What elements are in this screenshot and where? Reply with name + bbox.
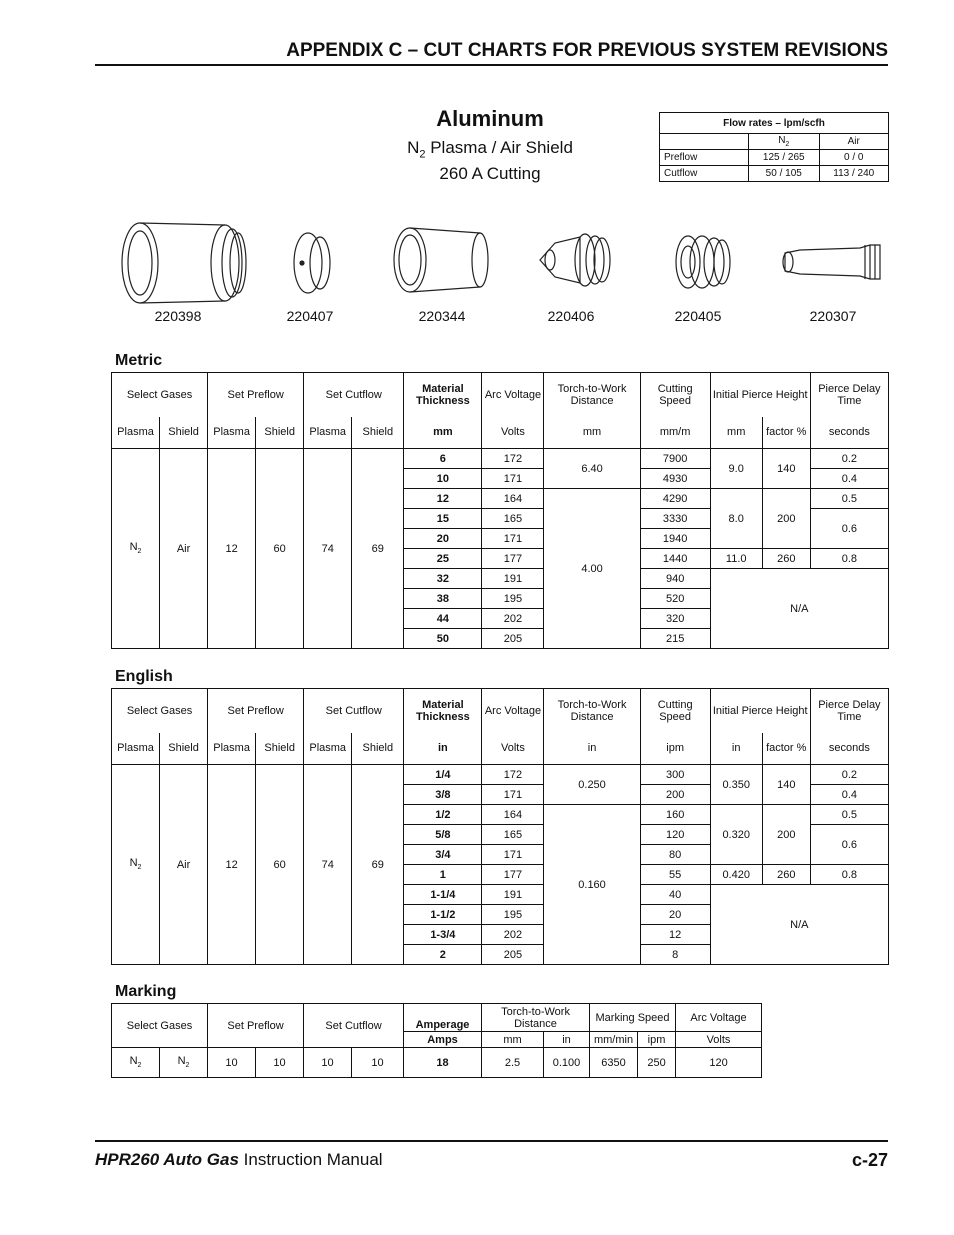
shield-icon bbox=[294, 233, 330, 293]
subtitle-current: 260 A Cutting bbox=[439, 164, 541, 183]
footer-rule bbox=[95, 1140, 888, 1142]
flow-rates-table: Flow rates – lpm/scfh $N_2$ Air Preflow 125 / 265 0 / 0 Cutflow 50 / 105 113 / 240 bbox=[659, 112, 889, 182]
consumable-parts-illustration bbox=[110, 215, 890, 310]
section-english: English bbox=[115, 668, 173, 685]
flow-title: Flow rates – lpm/scfh bbox=[660, 113, 889, 134]
electrode-icon bbox=[783, 245, 880, 279]
retaining-cap-icon bbox=[394, 228, 488, 292]
english-cut-table: Select Gases Set Preflow Set Cutflow Material Thickness Arc Voltage Torch-to-Work Distance Cutting Speed Initial Pierce Height Pierce Delay Time Plasma Shield Plasma Shield Plasma Shield in Volts in ipm in factor % seconds $N_2$ Air 12 60 74 69 1/4 172 0.250 300 0.350 140 0.2 3/8 171 200 0.4 1/2 164 0.160 160 0.320 200 0.5 5/8 165 120 0.6 3/4 171 80 1 177 55 0.420 260 0.8 1-1/4 191 40 N/A 1-1/2 195 20 1-3/4 202 12 2 205 8 bbox=[111, 688, 889, 965]
nozzle-icon bbox=[540, 234, 610, 286]
section-metric: Metric bbox=[115, 352, 163, 369]
metric-cut-table: Select Gases Set Preflow Set Cutflow Material Thickness Arc Voltage Torch-to-Work Distance Cutting Speed Initial Pierce Height Pierce Delay Time Plasma Shield Plasma Shield Plasma Shield mm Volts mm mm/m mm factor % seconds $N_2$ Air 12 60 74 69 6 172 6.40 7900 9.0 140 0.2 10 171 4930 0.4 12 164 4.00 4290 8.0 200 0.5 15 165 3330 0.6 20 171 1940 25 177 1440 11.0 260 0.8 32 191 940 N/A 38 195 520 44 202 320 50 205 215 bbox=[111, 372, 889, 649]
part-number: 220344 bbox=[418, 308, 466, 324]
part-number: 220398 bbox=[154, 308, 202, 324]
part-number: 220405 bbox=[674, 308, 722, 324]
flow-col-air: Air bbox=[819, 134, 888, 150]
shield-cap-icon bbox=[122, 223, 246, 303]
header-rule bbox=[95, 64, 888, 66]
part-number: 220407 bbox=[286, 308, 334, 324]
page-header: APPENDIX C – CUT CHARTS FOR PREVIOUS SYSTEM REVISIONS bbox=[286, 40, 888, 61]
section-marking: Marking bbox=[115, 983, 177, 1000]
flow-col-n2: $N_2$ bbox=[749, 134, 820, 150]
swirl-ring-icon bbox=[676, 236, 730, 288]
part-number: 220307 bbox=[809, 308, 857, 324]
subtitle-gases: $N_2$ Plasma / Air Shield bbox=[407, 138, 573, 161]
part-number: 220406 bbox=[547, 308, 595, 324]
page-number: c-27 bbox=[851, 1150, 888, 1170]
page-title: Aluminum bbox=[436, 106, 544, 131]
footer-manual-title: HPR260 Auto Gas Instruction Manual bbox=[95, 1150, 383, 1169]
marking-table: Select Gases Set Preflow Set Cutflow Amperage Torch-to-Work Distance Marking Speed Arc Voltage Amps mm in mm/min ipm Volts $N_2$ $N_2$ 10 10 10 10 18 2.5 0.100 6350 250 120 bbox=[111, 1003, 762, 1078]
